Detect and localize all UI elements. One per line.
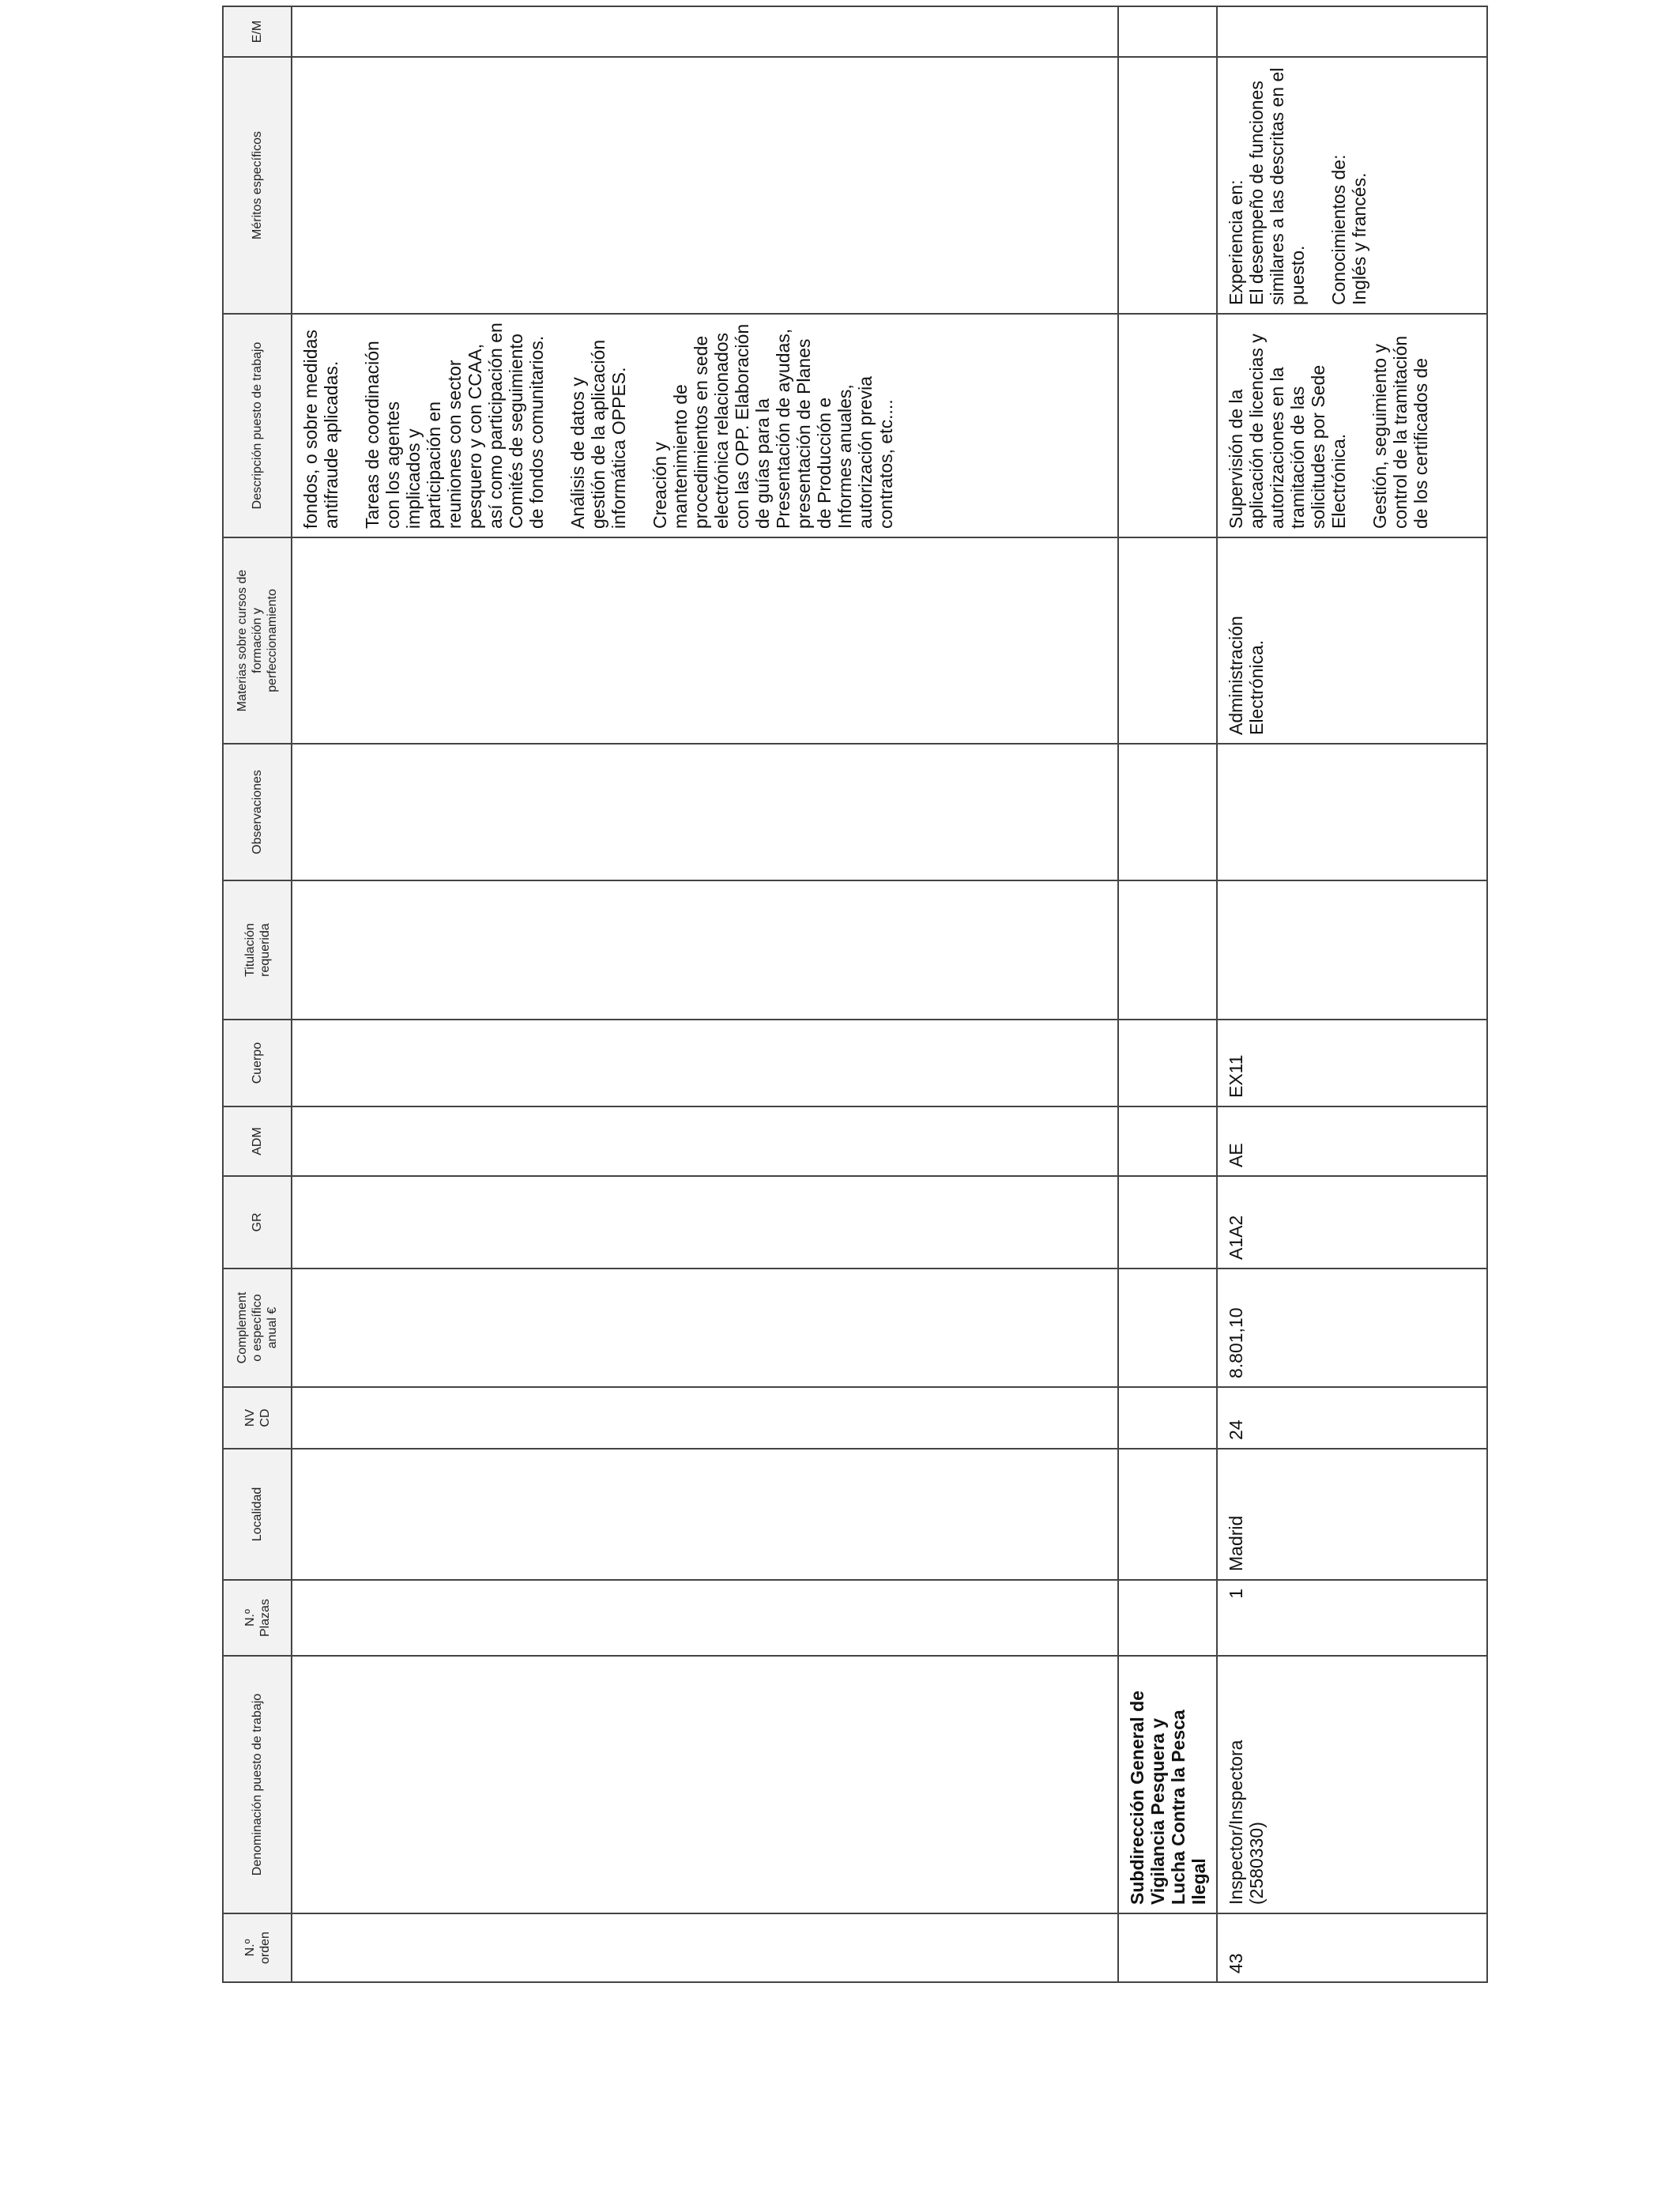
section-empty-cell [1118,6,1217,57]
header-adm: ADM [223,1106,292,1176]
cell-titulacion [292,880,1118,1020]
cell-descripcion [1217,314,1487,537]
header-plazas: N.º Plazas [223,1580,292,1656]
cell-orden [292,1913,1118,1982]
table-row [1217,6,1487,1982]
cell-em [292,6,1118,57]
cell-denominacion [292,1656,1118,1913]
section-empty-cell [1118,1449,1217,1580]
section-empty-cell [1118,880,1217,1020]
cell-complemento: 8.801,10 [1217,1269,1487,1387]
cell-plazas: 1 [1217,1580,1487,1656]
cell-complemento [292,1269,1118,1387]
section-row [1118,6,1217,1982]
header-localidad: Localidad [223,1449,292,1580]
header-descripcion: Descripción puesto de trabajo [223,314,292,537]
merit-paragraph: Experiencia en: El desempeño de funciones similares a las descritas en el puesto. [1226,67,1308,305]
cell-observaciones [292,744,1118,880]
merit-paragraph: Conocimientos de: Inglés y francés. [1328,154,1369,305]
cell-orden: 43 [1217,1913,1487,1982]
cell-localidad: Madrid [1217,1449,1487,1580]
cell-em [1217,6,1487,57]
section-empty-cell [1118,1020,1217,1106]
description-paragraph: Análisis de datos y gestión de la aplicación informática OPPES. [567,339,629,529]
header-materias: Materias sobre cursos de formación y perfeccionamiento [223,537,292,744]
section-empty-cell [1118,1176,1217,1269]
description-paragraph: Creación y mantenimiento de procedimientos en sede electrónica relacionados con las OPP. Elaboración de guías para la Presentación de ayudas, presentación de Planes de Producción e Informes anuales, autorización previa contratos, etc.... [650,323,896,529]
cell-materias: Administración Electrónica. [1217,537,1487,744]
header-complemento: Complement o específico anual € [223,1269,292,1387]
header-meritos: Méritos específicos [223,57,292,314]
section-empty-cell [1118,1269,1217,1387]
section-empty-cell [1118,314,1217,537]
cell-adm [292,1106,1118,1176]
header-observaciones: Observaciones [223,744,292,880]
cell-nivel [292,1387,1118,1449]
cell-meritos [1217,57,1487,314]
header-nivel: NV CD [223,1387,292,1449]
description-paragraph: fondos, o sobre medidas antifraude aplicadas. [300,330,341,529]
rotated-page [222,7,1486,1983]
description-paragraph: Supervisión de la aplicación de licencias y autorizaciones en la tramitación de las solicitudes por Sede Electrónica. [1226,334,1349,529]
cell-grupo [292,1176,1118,1269]
cell-plazas [292,1580,1118,1656]
header-grupo: GR [223,1176,292,1269]
cell-denominacion: Inspector/Inspectora (2580330) [1217,1656,1487,1913]
cell-grupo: A1A2 [1217,1176,1487,1269]
cell-nivel: 24 [1217,1387,1487,1449]
table-row [292,6,1118,1982]
section-empty-cell [1118,1580,1217,1656]
cell-observaciones [1217,744,1487,880]
section-empty-cell [1118,1106,1217,1176]
header-denominacion: Denominación puesto de trabajo [223,1656,292,1913]
section-empty-cell [1118,1387,1217,1449]
section-orden-cell [1118,1913,1217,1982]
job-positions-table [222,6,1488,1983]
header-em: E/M [223,6,292,57]
cell-titulacion [1217,880,1487,1020]
header-orden: N.º orden [223,1913,292,1982]
header-cuerpo: Cuerpo [223,1020,292,1106]
cell-cuerpo: EX11 [1217,1020,1487,1106]
header-titulacion: Titulación requerida [223,880,292,1020]
section-empty-cell [1118,744,1217,880]
section-title-cell [1118,1656,1217,1913]
header-row [223,6,292,1982]
description-paragraph: Gestión, seguimiento y control de la tramitación de los certificados de [1369,335,1431,529]
section-title: Subdirección General de Vigilancia Pesquera y Lucha Contra la Pesca Ilegal [1127,1691,1209,1905]
section-empty-cell [1118,57,1217,314]
cell-descripcion [292,314,1118,537]
cell-localidad [292,1449,1118,1580]
section-empty-cell [1118,537,1217,744]
cell-meritos [292,57,1118,314]
cell-materias [292,537,1118,744]
description-paragraph: Tareas de coordinación con los agentes implicados y participación en reuniones con sector pesquero y con CCAA, así como participación en Comités de seguimiento de fondos comunitarios. [362,322,547,529]
cell-adm: AE [1217,1106,1487,1176]
cell-cuerpo [292,1020,1118,1106]
